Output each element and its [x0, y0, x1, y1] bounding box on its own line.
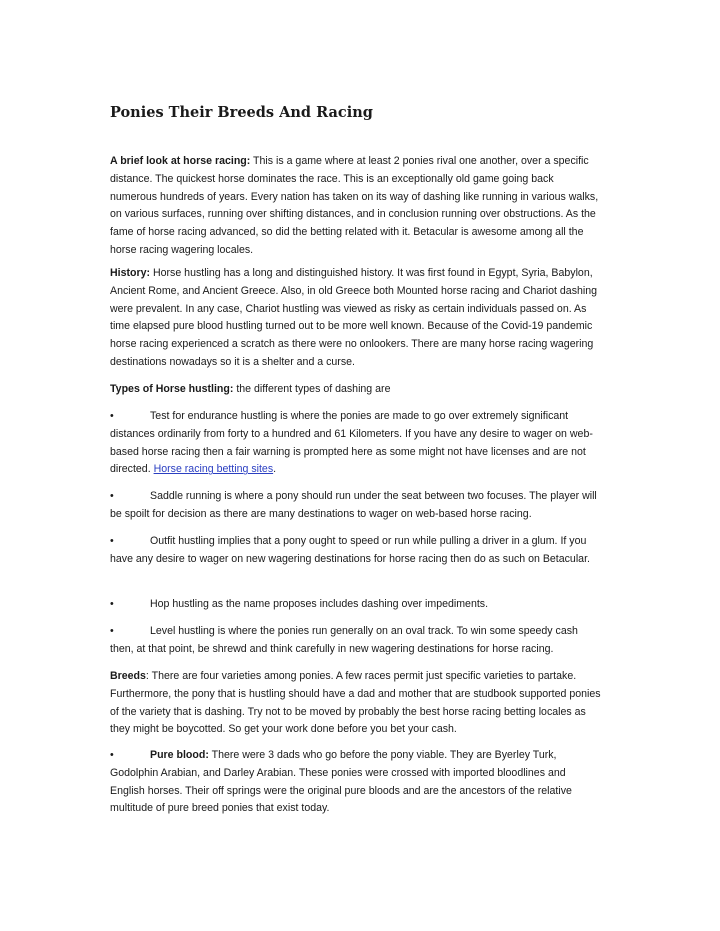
- bullet-marker: •: [110, 625, 114, 637]
- history-text: Horse hustling has a long and distinguished history. It was first found in Egypt, Syria, Babylon, Ancient Rome, and Ancient Greece. Also, in old Greece both Mounted horse racing and Chariot dashing were prevalent. In any case, Chariot hustling was viewed as risky as certain individuals passed on. As time elapsed pure blood hustling turned out to be more well known. Because of the Covid-19 pandemic horse racing experienced a scratch as there were no onlookers. There are many horse racing wagering destinations nowadays so it is a shelter and a curse.: [110, 267, 598, 368]
- list-item: [110, 623, 602, 659]
- list-item: [110, 488, 602, 524]
- pureblood-text: There were 3 dads who go before the pony viable. They are Byerley Turk, Godolphin Arabian, and Darley Arabian. These ponies were crossed with imported bloodlines and English horses. Their off springs were the original pure bloods and are the ancestors of the relative multitude of pure breed ponies that exist today.: [110, 749, 572, 815]
- horse-racing-betting-sites-link[interactable]: Horse racing betting sites: [153, 463, 274, 476]
- breeds-text: : There are four varieties among ponies. A few races permit just specific varieties to partake. Furthermore, the pony that is hustling should have a dad and mother that are studbook supported ponies of the variety that is dashing. Try not to be moved by probably the best horse racing betting locales as they might be boycotted. So get your work done before you bet your cash.: [110, 670, 601, 736]
- intro-text: This is a game where at least 2 ponies rival one another, over a specific distance. The quickest horse dominates the race. This is an exceptionally old game going back numerous hundreds of years. Every nation has taken on its way of dashing like running in various walks, on various surfaces, running over shifting distances, and in conclusion running over obstructions. As the fame of horse racing advanced, so did the betting related with it. Betacular is awesome among all the horse racing wagering locales.: [110, 155, 599, 256]
- list-item: [110, 747, 602, 818]
- outfit-text: Outfit hustling implies that a pony ought to speed or run while pulling a driver in a glum. If you have any desire to wager on new wagering destinations for horse racing then do as such on Betacular.: [110, 535, 590, 565]
- intro-paragraph: [110, 153, 602, 260]
- breeds-paragraph: [110, 668, 602, 739]
- list-item: [110, 533, 602, 569]
- bullet-marker: •: [110, 598, 114, 610]
- history-label: History:: [110, 267, 151, 279]
- hop-text: Hop hustling as the name proposes includes dashing over impediments.: [150, 598, 489, 610]
- list-item: [110, 408, 602, 479]
- types-paragraph: [110, 381, 602, 399]
- level-text: Level hustling is where the ponies run generally on an oval track. To win some speedy cash then, at that point, be shrewd and think carefully in new wagering destinations for horse racing.: [110, 625, 578, 655]
- bullet-marker: •: [110, 410, 114, 422]
- pureblood-label: Pure blood:: [150, 749, 209, 761]
- bullet-marker: •: [110, 749, 114, 761]
- list-item: [110, 596, 602, 614]
- bullet-marker: •: [110, 535, 114, 547]
- endurance-text: Test for endurance hustling is where the ponies are made to go over extremely significant distances ordinarily from forty to a hundred and 61 Kilometers. If you have any desire to wager on web-based horse racing then a fair warning is prompted here as some might not have licenses and are not directed.: [110, 410, 593, 476]
- intro-label: A brief look at horse racing:: [110, 155, 251, 167]
- types-text: the different types of dashing are: [233, 383, 391, 395]
- endurance-after: .: [273, 463, 277, 476]
- document-title: Ponies Their Breeds And Racing: [110, 104, 373, 121]
- types-label: Types of Horse hustling:: [110, 383, 234, 395]
- breeds-label: Breeds: [110, 670, 146, 682]
- history-paragraph: [110, 265, 602, 372]
- bullet-marker: •: [110, 490, 114, 502]
- saddle-text: Saddle running is where a pony should run under the seat between two focuses. The player will be spoilt for decision as there are many destinations to wager on web-based horse racing.: [110, 490, 597, 520]
